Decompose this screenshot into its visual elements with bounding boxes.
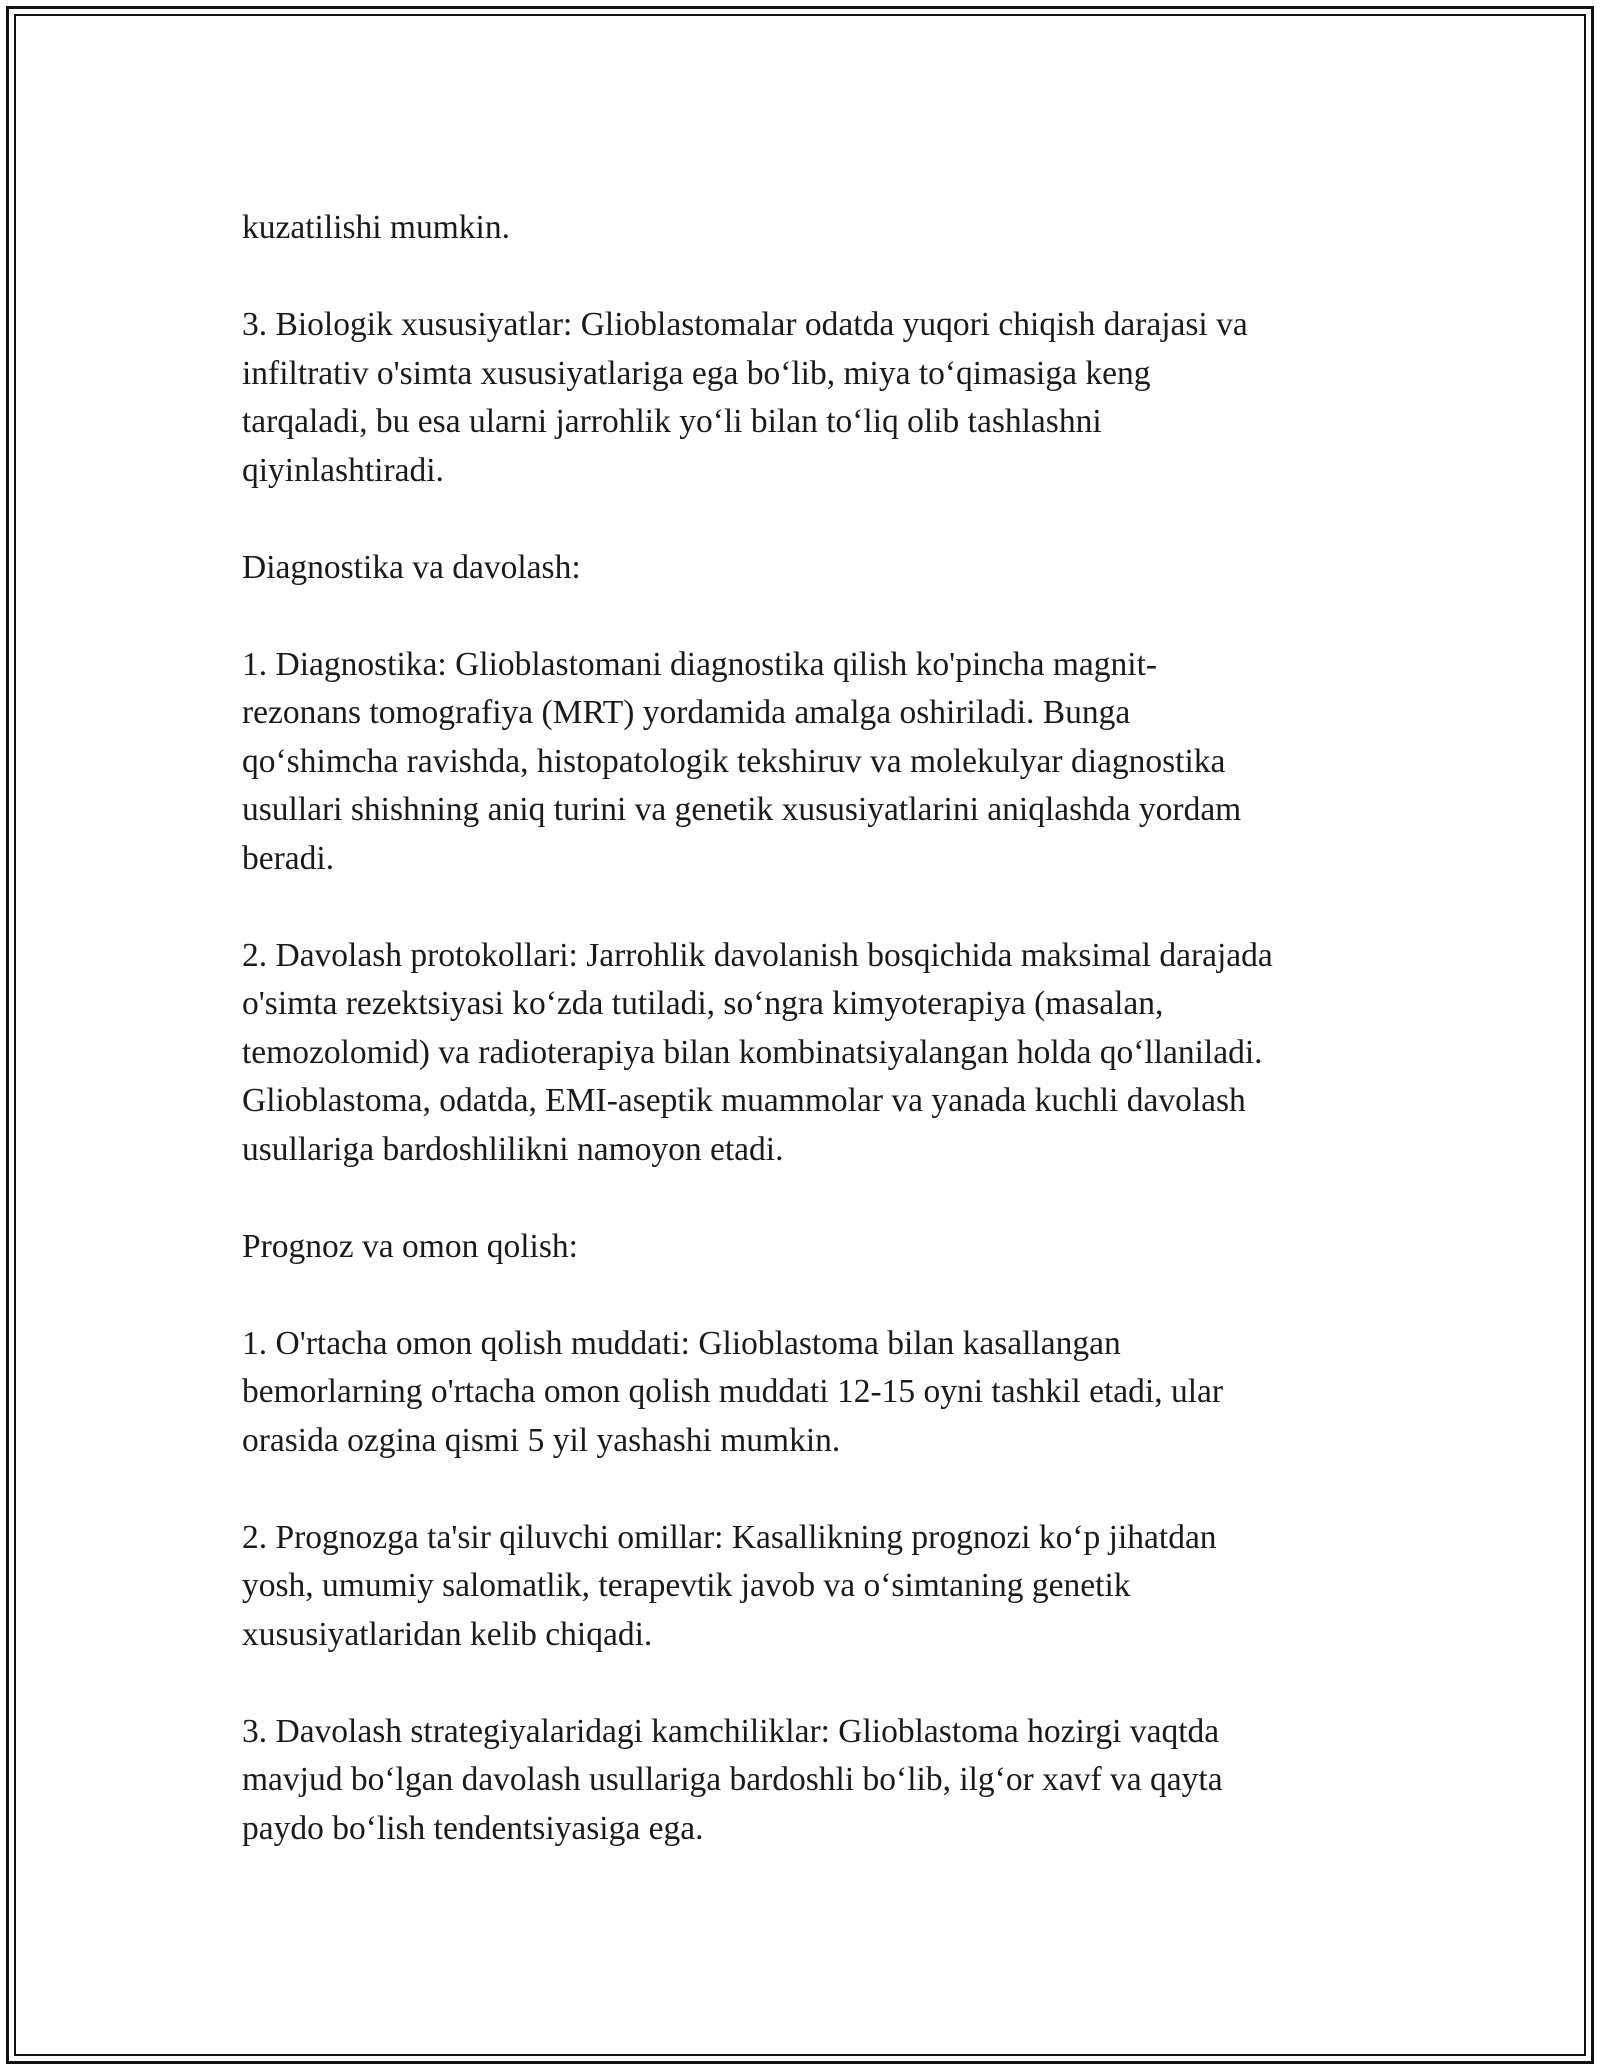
paragraph-treatment-shortcomings: 3. Davolash strategiyalaridagi kamchiliklar: Glioblastoma hozirgi vaqtda mavjud bo‘lgan davolash usullariga bardoshli bo‘lib, ilg‘or xavf va qayta paydo bo‘lish tendentsiyasiga ega. (242, 1712, 1223, 1847)
page-border-inner (14, 14, 1586, 2056)
paragraph-biological-features: 3. Biologik xususiyatlar: Glioblastomalar odatda yuqori chiqish darajasi va infiltrativ o'simta xususiyatlariga ega bo‘lib, miya to‘qimasiga keng tarqaladi, bu esa ularni jarrohlik yo‘li bilan to‘liq olib tashlashni qiyinlashtiradi. (242, 306, 1248, 489)
paragraph-median-survival: 1. O'rtacha omon qolish muddati: Glioblastoma bilan kasallangan bemorlarning o'rtacha omon qolish muddati 12-15 oyni tashkil etadi, ular orasida ozgina qismi 5 yil yashashi mumkin. (242, 1324, 1224, 1459)
paragraph-continuation: kuzatilishi mumkin. (242, 209, 510, 246)
page-border-outer (6, 6, 1594, 2064)
document-body (242, 204, 1402, 1902)
paragraph-prognostic-factors: 2. Prognozga ta'sir qiluvchi omillar: Kasallikning prognozi ko‘p jihatdan yosh, umumiy salomatlik, terapevtik javob va o‘simtaning genetik xususiyatlaridan kelib chiqadi. (242, 1518, 1217, 1653)
paragraph-treatment-protocols: 2. Davolash protokollari: Jarrohlik davolanish bosqichida maksimal darajada o'simta rezektsiyasi ko‘zda tutiladi, so‘ngra kimyoterapiya (masalan, temozolomid) va radioterapiya bilan kombinatsiyalangan holda qo‘llaniladi. Glioblastoma, odatda, EMI-aseptik muammolar va yanada kuchli davolash usullariga bardoshlilikni namoyon etadi. (242, 936, 1273, 1168)
section-heading-diagnostics-treatment: Diagnostika va davolash: (242, 548, 581, 586)
paragraph-diagnostics: 1. Diagnostika: Glioblastomani diagnostika qilish ko'pincha magnit- rezonans tomografiya (MRT) yordamida amalga oshiriladi. Bunga qo‘shimcha ravishda, histopatologik tekshiruv va molekulyar diagnostika usullari shishning aniq turini va genetik xususiyatlarini aniqlashda yordam beradi. (242, 645, 1242, 877)
section-heading-prognosis-survival: Prognoz va omon qolish: (242, 1227, 578, 1265)
